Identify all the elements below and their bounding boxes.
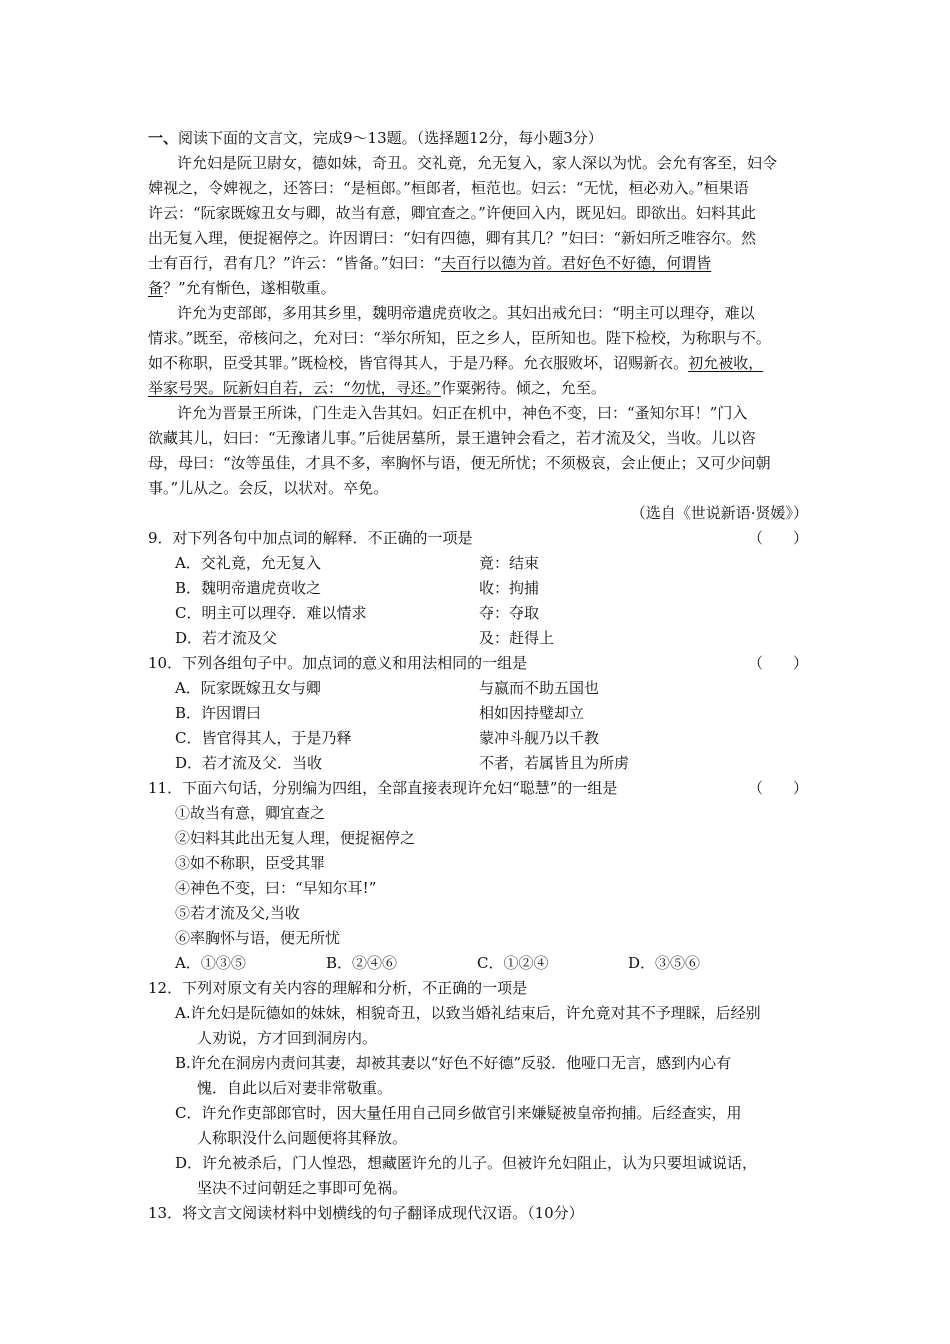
question-10-option [148, 726, 808, 751]
choice-a: A．①③⑤ [175, 954, 246, 972]
choice-b: B．②④⑥ [326, 954, 398, 972]
question-13-stem: 13．将文言文阅读材料中划横线的句子翻译成现代汉语。（10分） [148, 1204, 584, 1222]
question-text: 9．对下列各句中加点词的解释．不正确的一项是 [148, 529, 473, 547]
section-number: 一、 [148, 129, 179, 147]
option-sentence: B．魏明帝遣虎贲收之 [175, 579, 322, 597]
passage-source: （选自《世说新语·贤媛》） [630, 504, 808, 522]
question-11-item: ③如不称职，臣受其罪 [175, 854, 326, 872]
passage-line: 情求。”既至，帝核问之，允对曰：“举尔所知，臣之乡人，臣所知也。陛下检校，为称职与不。 [148, 329, 771, 347]
underlined-sentence: 夫百行以德为首。君好色不好德，何谓皆 [441, 254, 712, 272]
question-9-stem [148, 526, 808, 551]
option-sentence: B．许因谓曰 [175, 704, 262, 722]
passage-text: 如不称职，臣受其罪。”既检校，皆官得其人，于是乃释。允衣服败坏，诏赐新衣。 [148, 354, 689, 372]
question-11-item: ⑥率胸怀与语，便无所忧 [175, 929, 341, 947]
option-compare: 不者，若属皆且为所虏 [479, 754, 630, 772]
answer-paren: （ ） [747, 779, 808, 797]
passage-line: 母，母曰：“汝等虽佳，才具不多，率胸怀与语，便无所忧；不须极哀，会止便止；又可少问朝 [148, 454, 771, 472]
option-compare: 蒙冲斗舰乃以千教 [479, 729, 600, 747]
option-sentence: A．交礼竟，允无复入 [175, 554, 321, 572]
question-12-option: C．许允作吏部郎官时，因大量任用自己同乡做官引来嫌疑被皇帝拘捕。后经查实，用 [175, 1104, 742, 1122]
question-11-stem [148, 776, 808, 801]
option-sentence: C．皆官得其人，于是乃释 [175, 729, 352, 747]
question-text: 11．下面六句话，分别编为四组，全部直接表现许允妇“聪慧”的一组是 [148, 779, 618, 797]
question-9-option [148, 551, 808, 576]
question-12-option-cont: 愧．自此以后对妻非常敬重。 [197, 1079, 393, 1097]
passage-text: ？”允有惭色，遂相敬重。 [163, 279, 336, 297]
option-sentence: C．明主可以理夺．难以情求 [175, 604, 367, 622]
answer-paren: （ ） [747, 529, 808, 547]
section-heading [148, 126, 808, 151]
option-compare: 与嬴而不助五国也 [479, 679, 600, 697]
underlined-sentence: 备 [148, 279, 164, 297]
question-11-item: ④神色不变，曰：“早知尔耳!” [175, 879, 377, 897]
question-12-stem: 12．下列对原文有关内容的理解和分析，不正确的一项是 [148, 979, 528, 997]
section-instruction: 阅读下面的文言文，完成9～13题。（选择题12分，每小题3分） [178, 129, 603, 147]
choice-c: C．①②④ [477, 954, 549, 972]
option-sentence: D．若才流及父．当收 [175, 754, 323, 772]
option-compare: 相如因持璧却立 [479, 704, 585, 722]
underlined-sentence: 初允被收， [688, 354, 764, 372]
choice-d: D．③⑤⑥ [628, 954, 701, 972]
passage-line: 许允妇是阮卫尉女，德如妹，奇丑。交礼竟，允无复入，家人深以为忧。会允有客至，妇令 [177, 154, 778, 172]
question-10-option [148, 701, 808, 726]
passage-line [148, 376, 808, 401]
question-9-option [148, 576, 808, 601]
question-11-item: ②妇料其此出无复人理，便捉裾停之 [175, 829, 416, 847]
question-12-option: A.许允妇是阮德如的妹妹，相貌奇丑，以致当婚礼结束后，许允竟对其不予理睬，后经别 [175, 1004, 761, 1022]
question-12-option-cont: 人劝说，方才回到洞房内。 [197, 1029, 378, 1047]
answer-paren: （ ） [747, 654, 808, 672]
question-11-choices [148, 951, 808, 976]
passage-line: 欲藏其儿，妇曰：“无豫诸儿事。”后徙居墓所，景王遣钟会看之，若才流及父，当收。儿以咨 [148, 429, 756, 447]
exam-page [148, 126, 808, 1226]
passage-line [148, 276, 808, 301]
passage-line: 许允为晋景王所诛，门生走入告其妇。妇正在机中，神色不变，曰：“蚤知尔耳！”门入 [177, 404, 748, 422]
question-12-option-cont: 坚决不过问朝廷之事即可免祸。 [197, 1179, 408, 1197]
question-9-option [148, 626, 808, 651]
question-text: 10．下列各组句子中。加点词的意义和用法相同的一组是 [148, 654, 528, 672]
underlined-sentence: 举家号哭。阮新妇自若，云：“勿忧，寻还。” [148, 379, 441, 397]
passage-line: 许云：“阮家既嫁丑女与卿，故当有意，卿宜查之。”许便回入内，既见妇。即欲出。妇料其此 [148, 204, 756, 222]
passage-line: 事。”儿从之。会反，以状对。卒免。 [148, 479, 389, 497]
option-gloss: 竟：结束 [479, 554, 540, 572]
passage-line [148, 351, 808, 376]
passage-line: 许允为吏部郎，多用其乡里，魏明帝遣虎贲收之。其妇出戒允曰：“明主可以理夺，难以 [177, 304, 755, 322]
question-10-option [148, 751, 808, 776]
passage-text: 作粟粥待。倾之，允至。 [440, 379, 606, 397]
question-11-item: ①故当有意，卿宜查之 [175, 804, 326, 822]
passage-line: 出无复入理，便捉裾停之。许因谓曰：“妇有四德，卿有其几？”妇曰：“新妇所乏唯容尔。然 [148, 229, 757, 247]
question-10-option [148, 676, 808, 701]
passage-text: 士有百行，君有几？”许云：“皆备。”妇曰：“ [148, 254, 442, 272]
question-9-option [148, 601, 808, 626]
question-12-option-cont: 人称职没什么问题便将其释放。 [197, 1129, 408, 1147]
question-10-stem [148, 651, 808, 676]
option-gloss: 收：拘捕 [479, 579, 540, 597]
question-11-item: ⑤若才流及父,当收 [175, 904, 300, 922]
option-gloss: 夺：夺取 [479, 604, 540, 622]
question-12-option: D．许允被杀后，门人惶恐，想藏匿许允的儿子。但被许允妇阻止，认为只要坦诚说话， [175, 1154, 758, 1172]
question-12-option: B.许允在洞房内责问其妻，却被其妻以“好色不好德”反驳．他哑口无言，感到内心有 [175, 1054, 732, 1072]
option-sentence: D．若才流及父 [175, 629, 278, 647]
option-gloss: 及：赶得上 [479, 629, 555, 647]
passage-line: 婢视之，令婢视之，还答曰：“是桓郎。”桓郎者，桓范也。妇云：“无忧，桓必劝入。”桓果语 [148, 179, 749, 197]
passage-line [148, 251, 808, 276]
option-sentence: A．阮家既嫁丑女与卿 [175, 679, 321, 697]
